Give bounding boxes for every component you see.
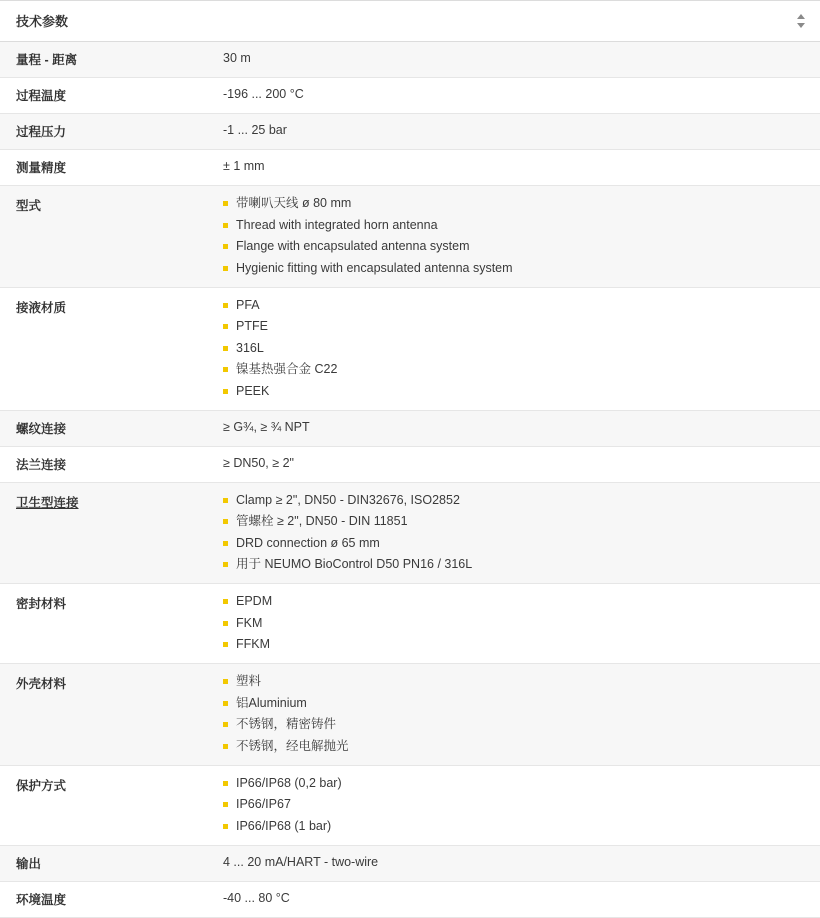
row-value	[205, 881, 820, 917]
row-value	[205, 42, 820, 78]
list-item: EPDM	[223, 594, 804, 609]
row-label-text: 外壳材料	[16, 677, 67, 691]
row-value	[205, 482, 820, 584]
row-value	[205, 186, 820, 288]
row-label	[0, 584, 205, 664]
page-title: 技术参数	[16, 14, 69, 29]
row-label-text: 环境温度	[16, 892, 67, 907]
list-item: 不锈钢，经电解抛光	[223, 739, 804, 754]
list-item: PEEK	[223, 384, 804, 399]
list-item: Hygienic fitting with encapsulated antenna system	[223, 261, 804, 276]
row-label	[0, 765, 205, 845]
row-label-text: 保护方式	[16, 778, 67, 793]
row-label	[0, 114, 205, 150]
row-label-text: 法兰连接	[16, 457, 67, 472]
list-item: 316L	[223, 341, 804, 356]
list-item: FFKM	[223, 637, 804, 652]
row-value	[205, 114, 820, 150]
row-label	[0, 446, 205, 482]
value-bullet-list	[223, 674, 804, 754]
row-value	[205, 664, 820, 766]
list-item: 管螺栓 ≥ 2", DN50 - DIN 11851	[223, 514, 804, 529]
row-label-text: 量程 - 距离	[16, 53, 78, 67]
list-item: 用于 NEUMO BioControl D50 PN16 / 316L	[223, 557, 804, 572]
table-header-title-cell	[0, 1, 205, 42]
row-label	[0, 845, 205, 881]
table-row	[0, 664, 820, 766]
row-value	[205, 765, 820, 845]
list-item: 铝Aluminium	[223, 696, 804, 711]
value-text: ≥ DN50, ≥ 2"	[223, 455, 294, 470]
list-item: Clamp ≥ 2", DN50 - DIN32676, ISO2852	[223, 493, 804, 508]
value-bullet-list	[223, 196, 804, 276]
value-bullet-list	[223, 594, 804, 652]
list-item: 不锈钢，精密铸件	[223, 717, 804, 732]
row-label-text: 密封材料	[16, 597, 67, 611]
table-row	[0, 42, 820, 78]
row-label-text: 测量精度	[16, 161, 67, 175]
table-row	[0, 114, 820, 150]
list-item: IP66/IP68 (1 bar)	[223, 819, 804, 834]
row-label-text: 接液材质	[16, 300, 67, 315]
row-label-text: 过程温度	[16, 89, 67, 103]
row-value	[205, 150, 820, 186]
row-label	[0, 42, 205, 78]
value-text: 30 m	[223, 51, 251, 65]
row-label	[0, 287, 205, 410]
list-item: 塑料	[223, 674, 804, 689]
value-text: -40 ... 80 °C	[223, 890, 290, 905]
list-item: DRD connection ø 65 mm	[223, 536, 804, 551]
row-value	[205, 78, 820, 114]
table-row	[0, 845, 820, 881]
row-label-text: 卫生型连接	[16, 495, 79, 510]
value-bullet-list	[223, 493, 804, 573]
table-row	[0, 78, 820, 114]
row-value	[205, 845, 820, 881]
list-item: PTFE	[223, 319, 804, 334]
value-text: -1 ... 25 bar	[223, 123, 287, 137]
row-value	[205, 410, 820, 446]
row-label-text: 螺纹连接	[16, 421, 67, 436]
value-text: 4 ... 20 mA/HART - two-wire	[223, 854, 379, 869]
list-item: 镍基热强合金 C22	[223, 362, 804, 377]
table-row	[0, 881, 820, 917]
row-label-text: 型式	[16, 199, 42, 213]
table-row	[0, 765, 820, 845]
value-text: ≥ G¾, ≥ ¾ NPT	[223, 419, 310, 434]
list-item: FKM	[223, 616, 804, 631]
row-value	[205, 287, 820, 410]
table-row	[0, 482, 820, 584]
value-text: -196 ... 200 °C	[223, 87, 304, 101]
list-item: Flange with encapsulated antenna system	[223, 239, 804, 254]
row-label	[0, 664, 205, 766]
list-item: 带喇叭天线 ø 80 mm	[223, 196, 804, 211]
row-label-text: 输出	[16, 856, 42, 871]
table-row	[0, 446, 820, 482]
row-label	[0, 881, 205, 917]
table-header-sort-cell[interactable]	[205, 1, 820, 42]
row-label	[0, 78, 205, 114]
row-label	[0, 410, 205, 446]
table-row	[0, 186, 820, 288]
value-bullet-list	[223, 776, 804, 834]
table-row	[0, 410, 820, 446]
sort-updown-icon[interactable]	[796, 13, 806, 29]
list-item: Thread with integrated horn antenna	[223, 218, 804, 233]
table-row	[0, 584, 820, 664]
row-label	[0, 150, 205, 186]
table-body	[0, 1, 820, 918]
value-bullet-list	[223, 298, 804, 399]
list-item: PFA	[223, 298, 804, 313]
table-header-row	[0, 1, 820, 42]
row-label	[0, 186, 205, 288]
value-text: ± 1 mm	[223, 159, 265, 173]
list-item: IP66/IP67	[223, 797, 804, 812]
row-value	[205, 446, 820, 482]
row-label	[0, 482, 205, 584]
row-value	[205, 584, 820, 664]
list-item: IP66/IP68 (0,2 bar)	[223, 776, 804, 791]
table-row	[0, 150, 820, 186]
table-row	[0, 287, 820, 410]
row-label-text: 过程压力	[16, 125, 67, 139]
